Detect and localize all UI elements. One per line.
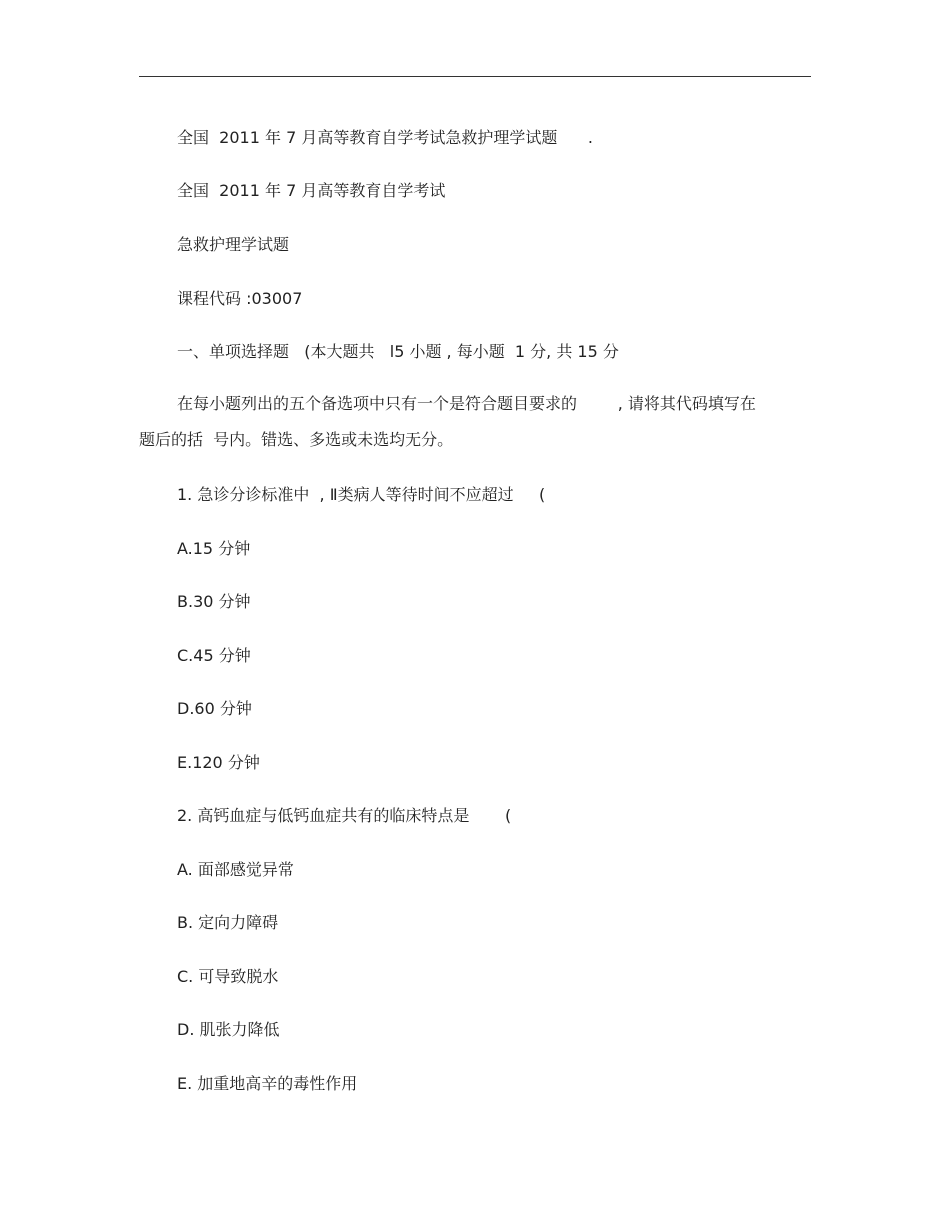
- question-2-option-d: D. 肌张力降低: [177, 1020, 280, 1039]
- question-2-option-c: C. 可导致脱水: [177, 967, 279, 986]
- exam-title-line: 全国 2011 年 7 月高等教育自学考试: [177, 181, 446, 200]
- question-2-option-b: B. 定向力障碍: [177, 913, 279, 932]
- question-2-option-e: E. 加重地高辛的毒性作用: [177, 1074, 358, 1093]
- header-rule: [139, 76, 811, 77]
- question-2-stem: 2. 高钙血症与低钙血症共有的临床特点是 (: [177, 806, 512, 825]
- question-1-option-c: C.45 分钟: [177, 646, 251, 665]
- question-1-option-b: B.30 分钟: [177, 592, 251, 611]
- document-title: 全国 2011 年 7 月高等教育自学考试急救护理学试题 .: [177, 128, 593, 147]
- course-code: 课程代码 :03007: [177, 289, 303, 308]
- section-instruction: [139, 386, 811, 458]
- subject-title: 急救护理学试题: [177, 235, 290, 254]
- question-1-option-d: D.60 分钟: [177, 699, 252, 718]
- section-title: 一、单项选择题 (本大题共 l5 小题 , 每小题 1 分, 共 15 分: [177, 342, 619, 361]
- instruction-line-2: 题后的括 号内。错选、多选或未选均无分。: [139, 430, 454, 449]
- instruction-line-1: 在每小题列出的五个备选项中只有一个是符合题目要求的 , 请将其代码填写在: [177, 394, 756, 413]
- question-1-option-e: E.120 分钟: [177, 753, 260, 772]
- question-1-stem: 1. 急诊分诊标准中 , Ⅱ类病人等待时间不应超过 (: [177, 485, 546, 504]
- question-2-option-a: A. 面部感觉异常: [177, 860, 294, 879]
- question-1-option-a: A.15 分钟: [177, 539, 251, 558]
